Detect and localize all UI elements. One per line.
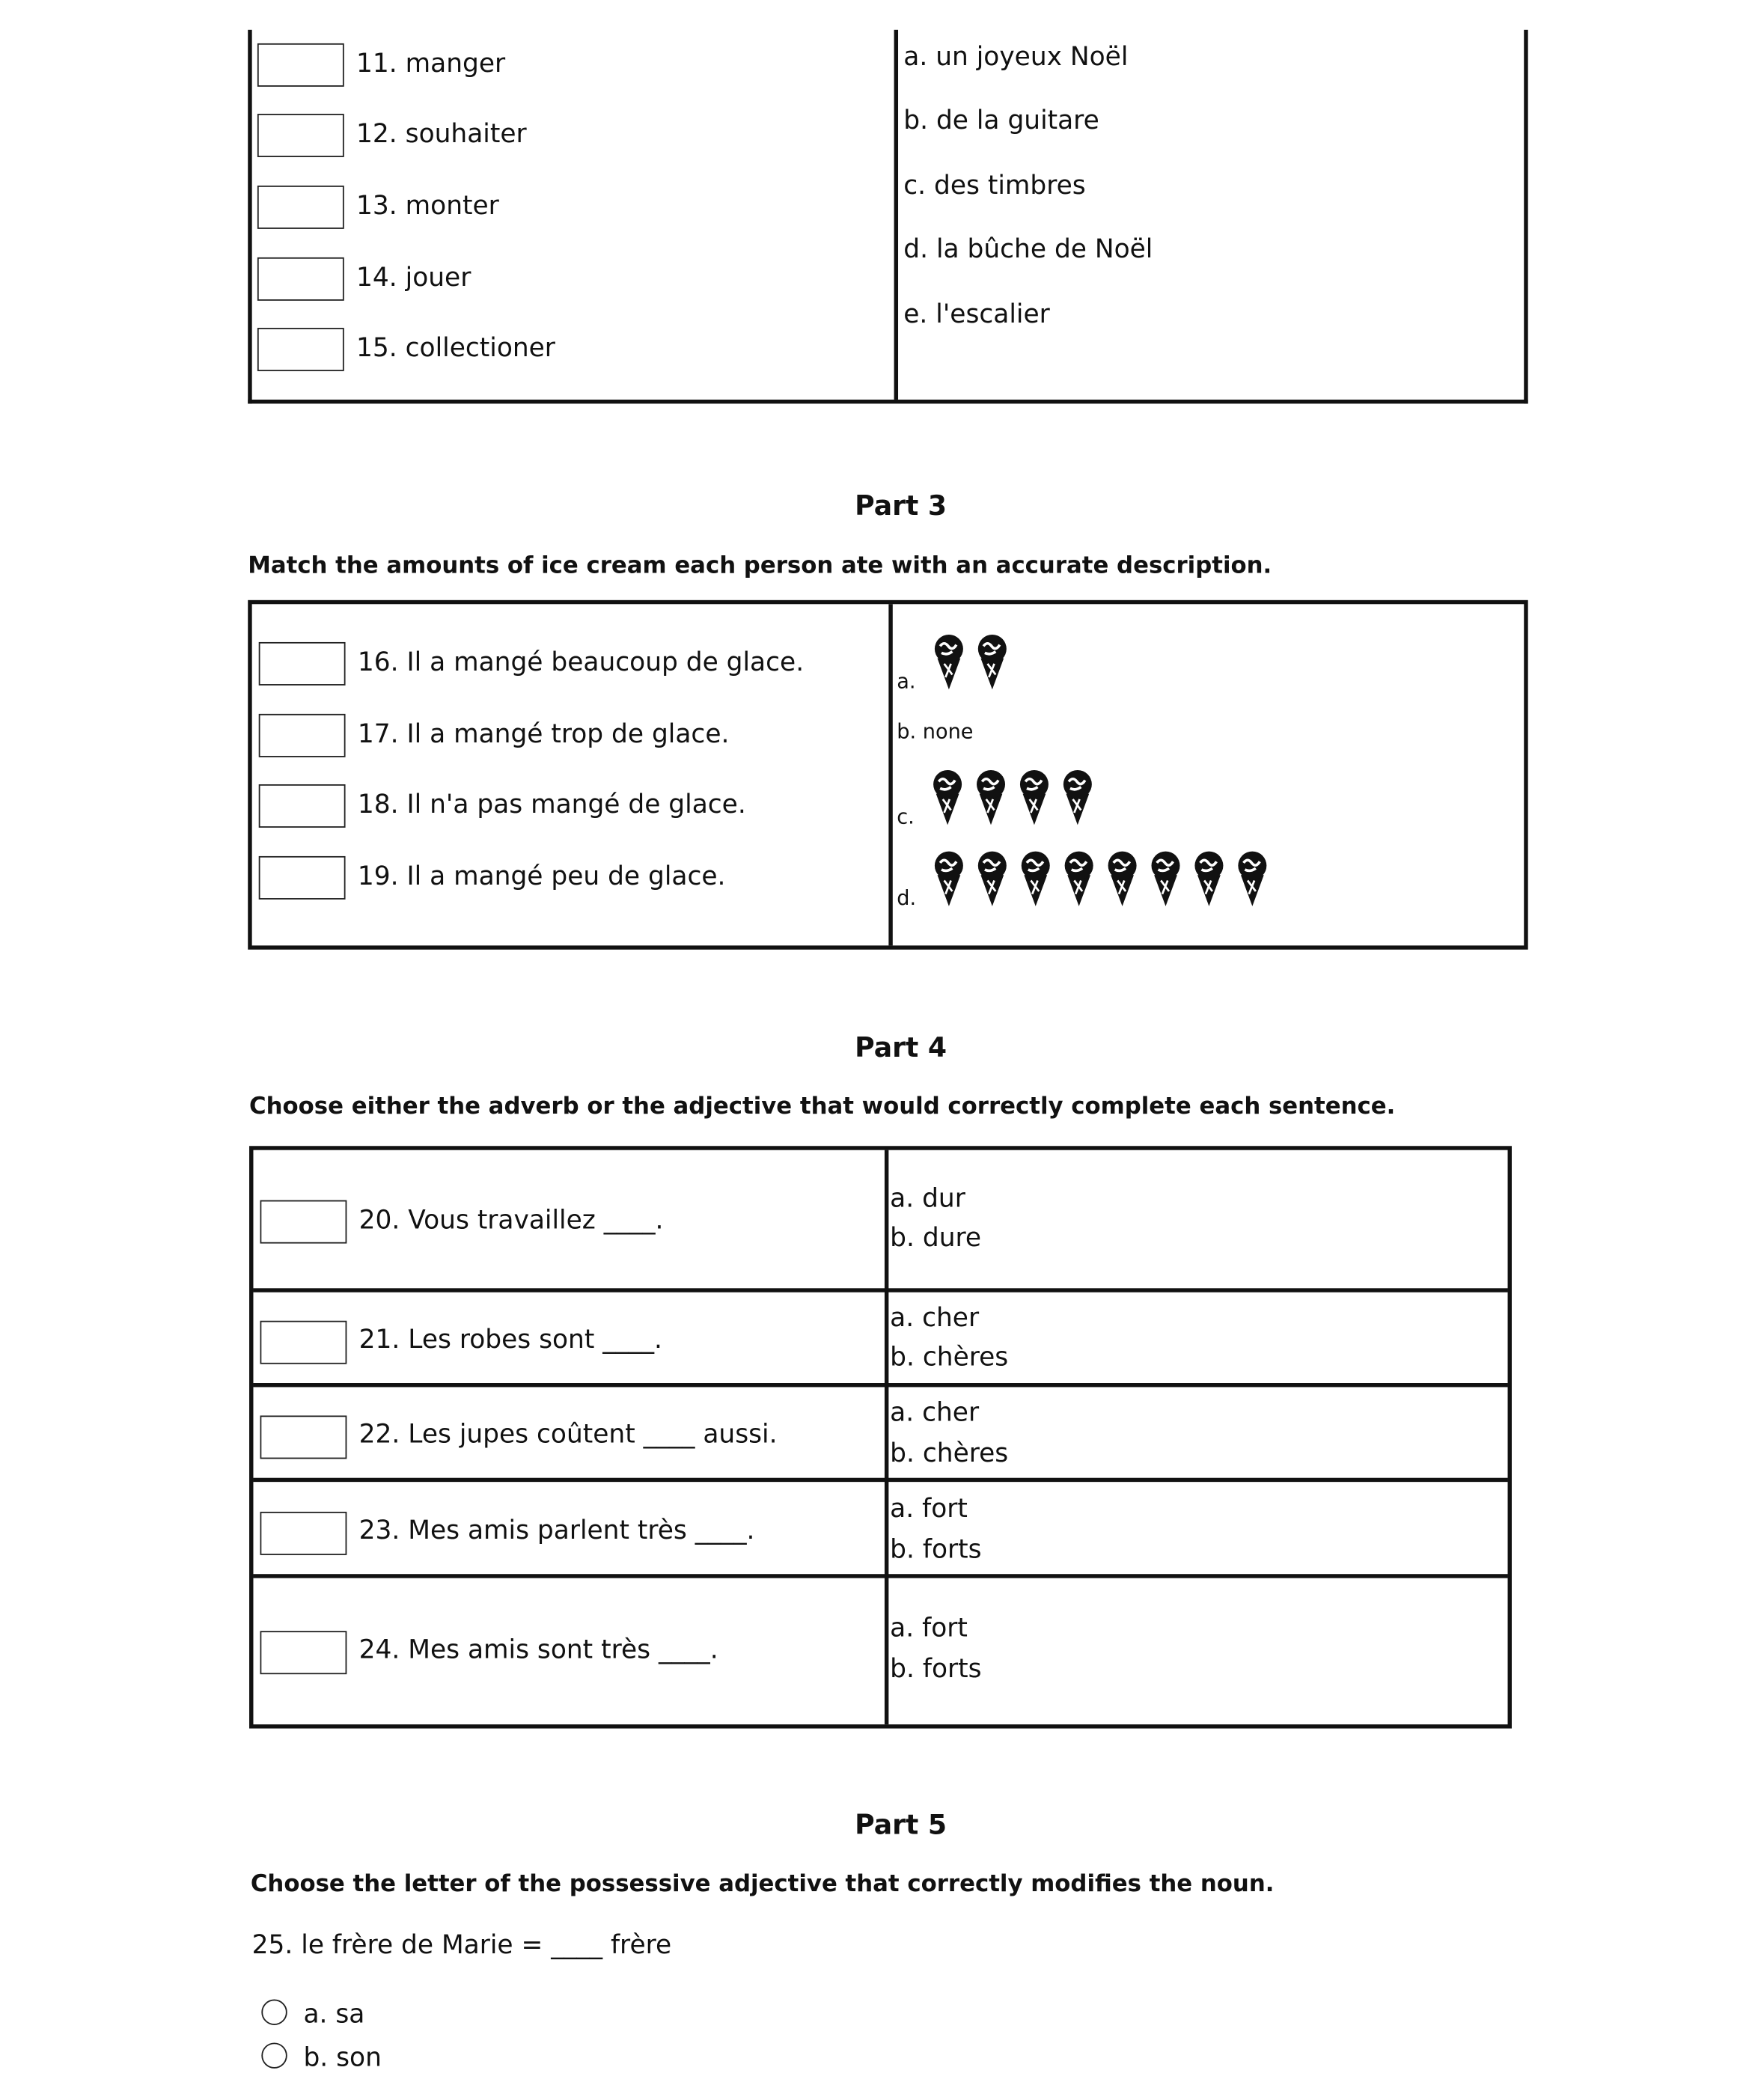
column-divider — [894, 30, 898, 400]
ice-cream-cone-icon — [973, 634, 1012, 696]
part5-title: Part 5 — [855, 1808, 947, 1841]
option-a: a. un joyeux Noël — [903, 42, 1129, 72]
question-18: 18. Il n'a pas mangé de glace. — [357, 790, 746, 820]
option-23-a: a. fort — [890, 1494, 968, 1524]
radio-option-a[interactable] — [261, 2000, 287, 2025]
ice-cream-cone-icon — [1189, 851, 1228, 913]
row-divider — [253, 1574, 1507, 1578]
option-20-a: a. dur — [890, 1183, 965, 1214]
answer-box-13[interactable] — [257, 186, 344, 229]
ice-cream-cone-icon — [928, 769, 967, 831]
option-b-text: none — [922, 719, 974, 744]
option-d-letter: d. — [897, 885, 917, 911]
option-24-a: a. fort — [890, 1613, 968, 1643]
question-11: 11. manger — [356, 49, 506, 79]
option-c: c. des timbres — [903, 171, 1086, 201]
option-c-letter: c. — [897, 805, 915, 829]
option-21-b: b. chères — [890, 1342, 1009, 1373]
column-divider — [885, 1150, 888, 1724]
answer-box-14[interactable] — [257, 257, 344, 301]
question-19: 19. Il a mangé peu de glace. — [357, 861, 726, 891]
question-25: 25. le frère de Marie = ____ frère — [251, 1930, 672, 1961]
ice-cream-cone-icon — [1058, 769, 1097, 831]
part4-instruction: Choose either the adverb or the adjective that would correctly complete each sentence. — [249, 1093, 1396, 1120]
question-13: 13. monter — [356, 191, 499, 222]
radio-option-b[interactable] — [261, 2042, 287, 2068]
answer-box-17[interactable] — [259, 714, 346, 757]
option-d-cones — [930, 851, 1272, 913]
answer-box-16[interactable] — [259, 642, 346, 686]
choice-a-label: a. sa — [303, 1999, 365, 2030]
option-b: b. de la guitare — [903, 106, 1099, 135]
option-b — [897, 719, 973, 744]
answer-box-11[interactable] — [257, 43, 344, 87]
question-20: 20. Vous travaillez ____. — [358, 1205, 664, 1236]
option-22-a: a. cher — [890, 1397, 980, 1428]
answer-box-24[interactable] — [260, 1631, 347, 1674]
ice-cream-cone-icon — [930, 634, 968, 696]
answer-box-19[interactable] — [259, 856, 346, 900]
option-23-b: b. forts — [890, 1534, 982, 1565]
question-22: 22. Les jupes coûtent ____ aussi. — [358, 1419, 778, 1450]
option-a-letter: a. — [897, 669, 916, 694]
row-divider — [253, 1383, 1507, 1387]
question-17: 17. Il a mangé trop de glace. — [357, 719, 730, 749]
question-24: 24. Mes amis sont très ____. — [358, 1634, 718, 1665]
answer-box-23[interactable] — [260, 1512, 347, 1555]
ice-cream-cone-icon — [1102, 851, 1141, 913]
ice-cream-cone-icon — [971, 769, 1010, 831]
question-21: 21. Les robes sont ____. — [358, 1325, 662, 1355]
answer-box-20[interactable] — [260, 1200, 347, 1244]
ice-cream-cone-icon — [1233, 851, 1272, 913]
question-23: 23. Mes amis parlent très ____. — [358, 1516, 755, 1546]
column-divider — [888, 604, 892, 945]
part3-instruction: Match the amounts of ice cream each person ate with an accurate description. — [248, 552, 1272, 580]
option-21-a: a. cher — [890, 1303, 980, 1334]
option-24-b: b. forts — [890, 1654, 982, 1684]
part3-title: Part 3 — [855, 489, 947, 522]
ice-cream-cone-icon — [930, 851, 968, 913]
answer-box-22[interactable] — [260, 1415, 347, 1459]
answer-box-15[interactable] — [257, 328, 344, 371]
ice-cream-cone-icon — [973, 851, 1012, 913]
part5-instruction: Choose the letter of the possessive adjective that correctly modifies the noun. — [250, 1870, 1275, 1898]
option-c-cones — [928, 769, 1097, 831]
choice-b-label: b. son — [303, 2042, 382, 2073]
option-b-letter: b. — [897, 719, 917, 744]
question-12: 12. souhaiter — [356, 119, 527, 150]
part4-title: Part 4 — [855, 1031, 947, 1063]
ice-cream-cone-icon — [1016, 851, 1055, 913]
question-16: 16. Il a mangé beaucoup de glace. — [357, 647, 805, 677]
option-20-b: b. dure — [890, 1223, 982, 1254]
option-a-cones — [930, 634, 1012, 696]
answer-box-18[interactable] — [259, 784, 346, 828]
ice-cream-cone-icon — [1059, 851, 1098, 913]
ice-cream-cone-icon — [1015, 769, 1054, 831]
question-15: 15. collectioner — [356, 333, 555, 364]
option-e: e. l'escalier — [903, 299, 1050, 329]
answer-box-12[interactable] — [257, 114, 344, 157]
row-divider — [253, 1478, 1507, 1482]
row-divider — [253, 1288, 1507, 1292]
option-d: d. la bûche de Noël — [903, 234, 1153, 264]
option-22-b: b. chères — [890, 1438, 1009, 1469]
ice-cream-cone-icon — [1146, 851, 1185, 913]
answer-box-21[interactable] — [260, 1321, 347, 1364]
question-14: 14. jouer — [356, 263, 471, 293]
